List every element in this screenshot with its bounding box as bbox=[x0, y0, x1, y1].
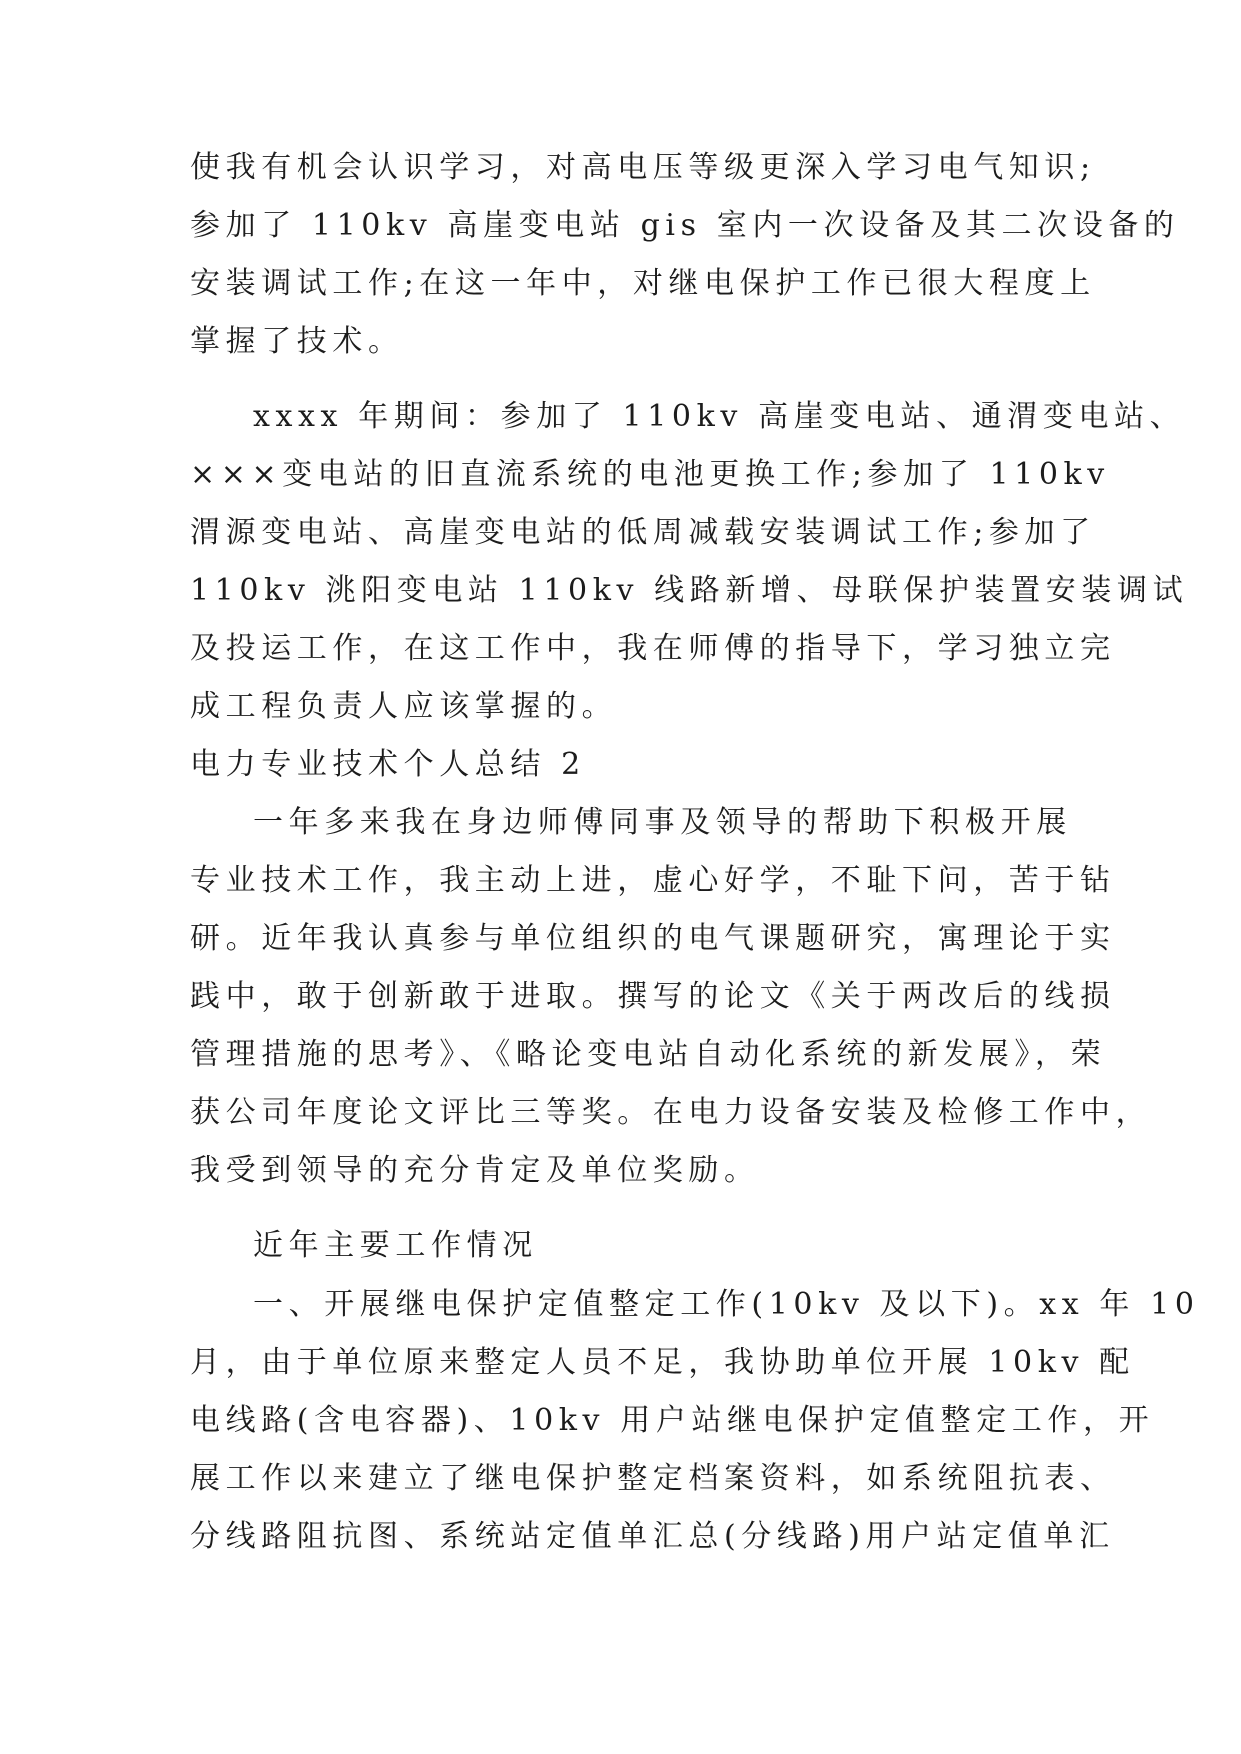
section-heading: 电力专业技术个人总结 2 bbox=[190, 747, 586, 782]
text-line: 110kv 洮阳变电站 110kv 线路新增、母联保护装置安装调试 bbox=[190, 573, 1189, 608]
text-line: 一、开展继电保护定值整定工作(10kv 及以下)。xx 年 10 bbox=[253, 1287, 1200, 1322]
text-line: 安装调试工作;在这一年中，对继电保护工作已很大程度上 bbox=[190, 266, 1096, 301]
text-line: 使我有机会认识学习，对高电压等级更深入学习电气知识; bbox=[190, 150, 1096, 185]
subheading: 近年主要工作情况 bbox=[253, 1228, 538, 1263]
text-line: xxxx 年期间：参加了 110kv 高崖变电站、通渭变电站、 bbox=[253, 399, 1186, 434]
text-line: 我受到领导的充分肯定及单位奖励。 bbox=[190, 1153, 760, 1188]
text-line: 获公司年度论文评比三等奖。在电力设备安装及检修工作中， bbox=[190, 1095, 1152, 1130]
text-line: 及投运工作，在这工作中，我在师傅的指导下，学习独立完 bbox=[190, 631, 1116, 666]
text-line: 管理措施的思考》、《略论变电站自动化系统的新发展》，荣 bbox=[190, 1037, 1107, 1072]
text-line: ×××变电站的旧直流系统的电池更换工作;参加了 110kv bbox=[190, 457, 1110, 492]
text-line: 展工作以来建立了继电保护整定档案资料，如系统阻抗表、 bbox=[190, 1461, 1116, 1496]
text-line: 成工程负责人应该掌握的。 bbox=[190, 689, 618, 724]
text-line: 掌握了技术。 bbox=[190, 324, 404, 359]
text-line: 一年多来我在身边师傅同事及领导的帮助下积极开展 bbox=[253, 805, 1072, 840]
text-line: 渭源变电站、高崖变电站的低周减载安装调试工作;参加了 bbox=[190, 515, 1096, 550]
text-line: 月，由于单位原来整定人员不足，我协助单位开展 10kv 配 bbox=[190, 1345, 1135, 1380]
text-line: 专业技术工作，我主动上进，虚心好学，不耻下问，苦于钻 bbox=[190, 863, 1116, 898]
text-line: 电线路(含电容器)、10kv 用户站继电保护定值整定工作，开 bbox=[190, 1403, 1155, 1438]
text-line: 研。近年我认真参与单位组织的电气课题研究，寓理论于实 bbox=[190, 921, 1116, 956]
text-line: 分线路阻抗图、系统站定值单汇总(分线路)用户站定值单汇 bbox=[190, 1519, 1115, 1554]
text-line: 参加了 110kv 高崖变电站 gis 室内一次设备及其二次设备的 bbox=[190, 208, 1180, 243]
text-line: 践中，敢于创新敢于进取。撰写的论文《关于两改后的线损 bbox=[190, 979, 1116, 1014]
